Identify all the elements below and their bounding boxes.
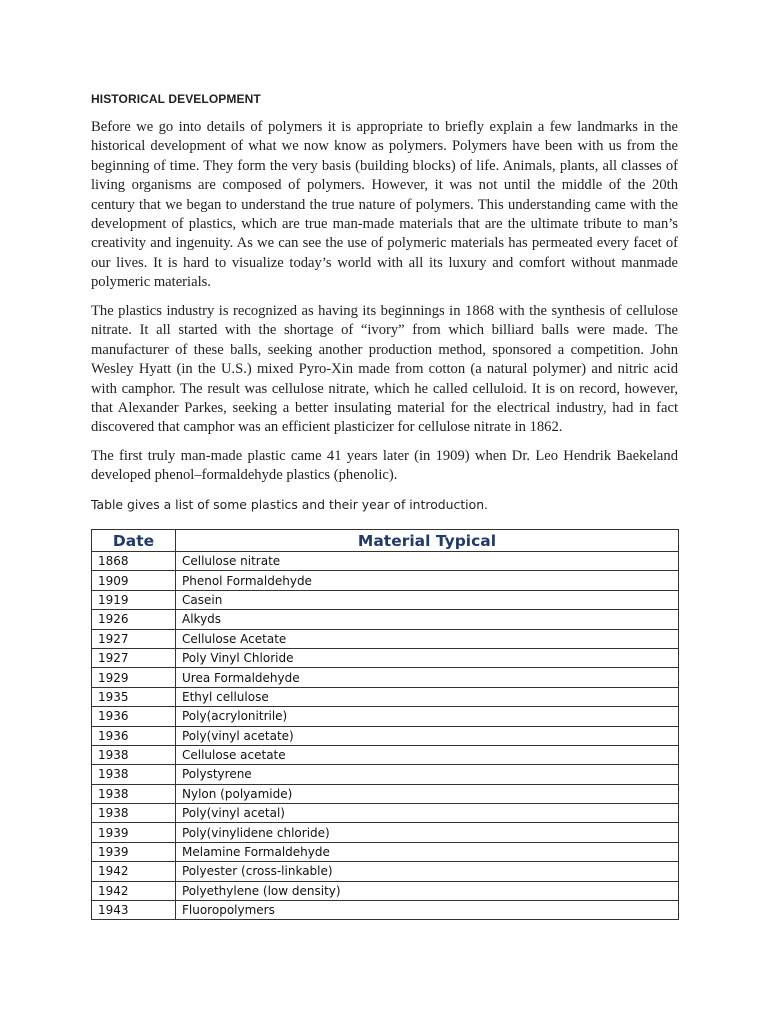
table-row (92, 668, 679, 687)
column-header-material: Material Typical (176, 530, 679, 552)
table-row (92, 804, 679, 823)
table-body (92, 552, 679, 920)
material-cell: Alkyds (176, 610, 679, 629)
section-heading: HISTORICAL DEVELOPMENT (91, 92, 261, 106)
date-cell: 1942 (92, 881, 176, 900)
material-cell: Poly(acrylonitrile) (176, 707, 679, 726)
table-row (92, 571, 679, 590)
table-row (92, 765, 679, 784)
date-cell: 1942 (92, 862, 176, 881)
date-cell: 1936 (92, 726, 176, 745)
plastics-table (91, 529, 679, 920)
material-cell: Poly(vinylidene chloride) (176, 823, 679, 842)
material-cell: Polyethylene (low density) (176, 881, 679, 900)
table-row (92, 687, 679, 706)
date-cell: 1938 (92, 784, 176, 803)
table-intro: Table gives a list of some plastics and their year of introduction. (91, 497, 489, 512)
material-cell: Poly(vinyl acetate) (176, 726, 679, 745)
paragraph-plastics-industry: The plastics industry is recognized as having its beginnings in 1868 with the synthesis of cellulose nitrate. It all started with the shortage of “ivory” from which billiard balls were made. The manufacturer of these balls, seeking another production method, sponsored a competition. John Wesley Hyatt (in the U.S.) mixed Pyro-Xin made from cotton (a natural polymer) and nitric acid with camphor. The result was cellulose nitrate, which he called celluloid. It is on record, however, that Alexander Parkes, seeking a better insulating material for the electrical industry, had in fact discovered that camphor was an efficient plasticizer for cellulose nitrate in 1862. (91, 303, 678, 436)
date-cell: 1926 (92, 610, 176, 629)
table-row (92, 726, 679, 745)
material-cell: Polystyrene (176, 765, 679, 784)
date-cell: 1939 (92, 842, 176, 861)
table-row (92, 842, 679, 861)
table-row (92, 823, 679, 842)
date-cell: 1909 (92, 571, 176, 590)
paragraph-first-plastic: The first truly man-made plastic came 41 years later (in 1909) when Dr. Leo Hendrik Baekeland developed phenol–formaldehyde plastics (phenolic). (91, 448, 678, 484)
date-cell: 1939 (92, 823, 176, 842)
date-cell: 1919 (92, 590, 176, 609)
date-cell: 1929 (92, 668, 176, 687)
material-cell: Poly(vinyl acetal) (176, 804, 679, 823)
date-cell: 1938 (92, 804, 176, 823)
material-cell: Ethyl cellulose (176, 687, 679, 706)
material-cell: Cellulose acetate (176, 745, 679, 764)
table-header-row (92, 530, 679, 552)
date-cell: 1935 (92, 687, 176, 706)
date-cell: 1938 (92, 765, 176, 784)
date-cell: 1943 (92, 901, 176, 920)
table-row (92, 629, 679, 648)
table-row (92, 707, 679, 726)
table-row (92, 745, 679, 764)
column-header-date: Date (92, 530, 176, 552)
paragraph-intro: Before we go into details of polymers it is appropriate to briefly explain a few landmarks in the historical development of what we now know as polymers. Polymers have been with us from the beginning of time. They form the very basis (building blocks) of life. Animals, plants, all classes of living organisms are composed of polymers. However, it was not until the middle of the 20th century that we began to understand the true nature of polymers. This understanding came with the development of plastics, which are true man-made materials that are the ultimate tribute to man’s creativity and ingenuity. As we can see the use of polymeric materials has permeated every facet of our lives. It is hard to visualize today’s world with all its luxury and comfort without manmade polymeric materials. (91, 119, 678, 291)
material-cell: Polyester (cross-linkable) (176, 862, 679, 881)
material-cell: Melamine Formaldehyde (176, 842, 679, 861)
date-cell: 1868 (92, 552, 176, 571)
table-row (92, 610, 679, 629)
date-cell: 1936 (92, 707, 176, 726)
material-cell: Nylon (polyamide) (176, 784, 679, 803)
table-row (92, 881, 679, 900)
table-row (92, 648, 679, 667)
material-cell: Cellulose nitrate (176, 552, 679, 571)
date-cell: 1938 (92, 745, 176, 764)
table-row (92, 590, 679, 609)
table-row (92, 901, 679, 920)
date-cell: 1927 (92, 629, 176, 648)
material-cell: Poly Vinyl Chloride (176, 648, 679, 667)
table-row (92, 862, 679, 881)
date-cell: 1927 (92, 648, 176, 667)
material-cell: Phenol Formaldehyde (176, 571, 679, 590)
material-cell: Fluoropolymers (176, 901, 679, 920)
material-cell: Casein (176, 590, 679, 609)
table-row (92, 784, 679, 803)
material-cell: Cellulose Acetate (176, 629, 679, 648)
material-cell: Urea Formaldehyde (176, 668, 679, 687)
table-row (92, 552, 679, 571)
